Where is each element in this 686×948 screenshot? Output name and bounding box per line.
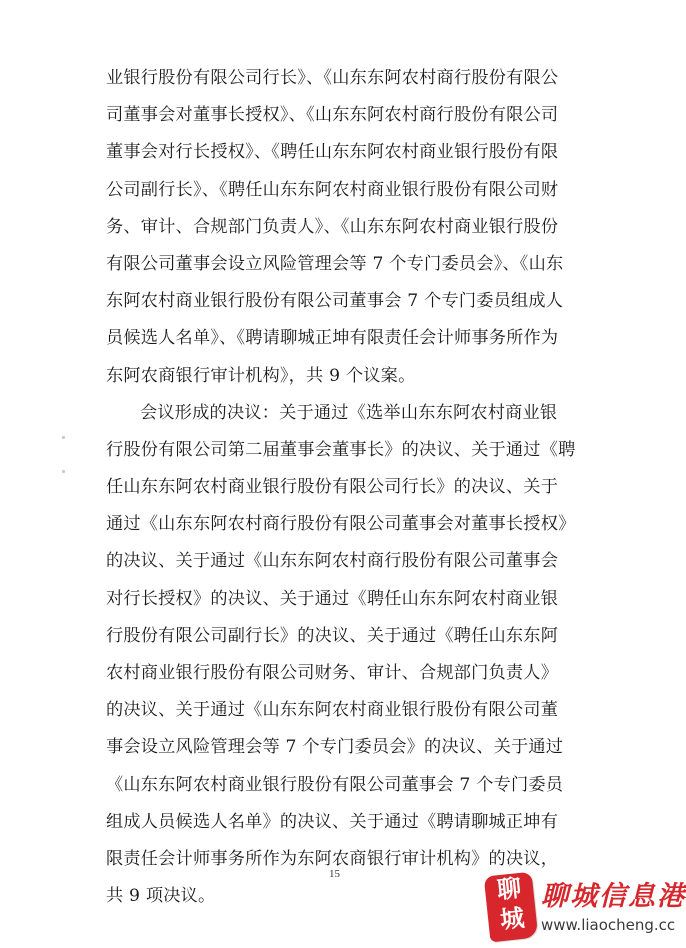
scan-speck bbox=[62, 470, 65, 473]
text-line: 农村商业银行股份有限公司财务、审计、合规部门负责人》 bbox=[106, 663, 559, 683]
site-watermark bbox=[487, 873, 686, 944]
text-line: 的决议、关于通过《山东东阿农村商行股份有限公司董事会 bbox=[106, 551, 559, 572]
watermark-title: 聊城信息港 bbox=[541, 881, 686, 912]
text-line: 限责任会计师事务所作为东阿农商银行审计机构》的决议， bbox=[106, 848, 559, 869]
text-line: 行股份有限公司第二届董事会董事长》的决议、关于通过《聘 bbox=[106, 439, 576, 460]
text-line: 对行长授权》的决议、关于通过《聘任山东东阿农村商业银 bbox=[106, 588, 559, 609]
text-line: 事会设立风险管理会等 7 个专门委员会》的决议、关于通过 bbox=[106, 737, 564, 758]
text-line: 通过《山东东阿农村商行股份有限公司董事会对董事长授权》 bbox=[106, 514, 576, 535]
text-line: 公司副行长》、《聘任山东东阿农村商业银行股份有限公司财 bbox=[106, 179, 559, 200]
document-body bbox=[106, 60, 582, 915]
page-number: 15 bbox=[329, 868, 340, 880]
text-line: 《山东东阿农村商业银行股份有限公司董事会 7 个专门委员 bbox=[106, 774, 564, 795]
scan-speck bbox=[62, 436, 65, 439]
text-line: 东阿农村商业银行股份有限公司董事会 7 个专门委员组成人 bbox=[106, 291, 564, 312]
text-line: 组成人员候选人名单》的决议、关于通过《聘请聊城正坤有 bbox=[106, 811, 559, 832]
text-line: 有限公司董事会设立风险管理会等 7 个专门委员会》、《山东 bbox=[106, 253, 564, 274]
text-line: 东阿农商银行审计机构》，共 9 个议案。 bbox=[106, 365, 416, 386]
text-line: 务、审计、合规部门负责人》、《山东东阿农村商业银行股份 bbox=[106, 216, 559, 237]
watermark-url: www.liaocheng.cc bbox=[541, 916, 676, 934]
text-line: 业银行股份有限公司行长》、《山东东阿农村商行股份有限公 bbox=[106, 68, 559, 88]
watermark-logo bbox=[484, 872, 539, 943]
logo-glyph: 聊 bbox=[495, 873, 523, 905]
text-line: 董事会对行长授权》、《聘任山东东阿农村商业银行股份有限 bbox=[106, 142, 559, 163]
logo-glyph: 城 bbox=[498, 903, 526, 935]
text-line: 任山东东阿农村商业银行股份有限公司行长》的决议、关于 bbox=[106, 477, 559, 498]
text-line: 员候选人名单》、《聘请聊城正坤有限责任会计师事务所作为 bbox=[106, 328, 559, 349]
paragraph-start-line: 会议形成的决议：关于通过《选举山东东阿农村商业银 bbox=[140, 402, 558, 423]
text-line: 共 9 项决议。 bbox=[106, 886, 216, 907]
text-line: 行股份有限公司副行长》的决议、关于通过《聘任山东东阿 bbox=[106, 625, 559, 646]
text-line: 司董事会对董事长授权》、《山东东阿农村商行股份有限公司 bbox=[106, 105, 559, 126]
text-line: 的决议、关于通过《山东东阿农村商业银行股份有限公司董 bbox=[106, 700, 559, 721]
